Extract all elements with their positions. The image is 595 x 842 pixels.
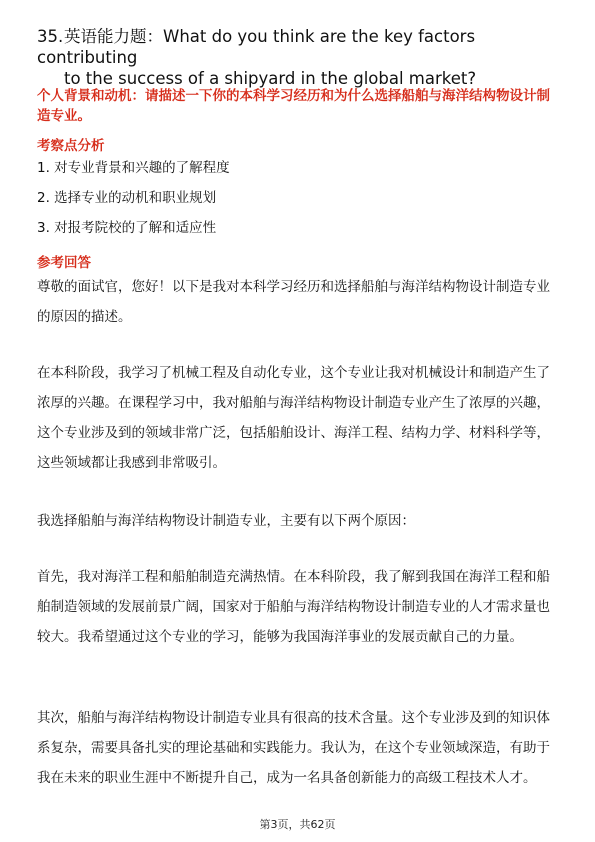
answer-paragraph: 其次，船舶与海洋结构物设计制造专业具有很高的技术含量。这个专业涉及到的知识体系复杂，需要具备扎实的理论基础和实践能力。我认为，在这个专业领域深造，有助于我在未来的职业生涯中不断提升自己，成为一名具备创新能力的高级工程技术人才。 [37,710,550,786]
question-title-line1: 英语能力题：What do you think are the key factors contributing [37,27,476,67]
analysis-heading: 考察点分析 [37,138,105,154]
question-number: 35. [37,27,64,46]
question-title-line2: to the success of a shipyard in the global market? [64,69,477,88]
intro-prompt: 个人背景和动机：请描述一下你的本科学习经历和为什么选择船舶与海洋结构物设计制造专业。 [37,88,550,124]
answer-paragraph: 尊敬的面试官，您好！以下是我对本科学习经历和选择船舶与海洋结构物设计制造专业的原因的描述。 [37,279,550,325]
page-number-footer: 第3页，共62页 [259,818,336,831]
answer-paragraph: 在本科阶段，我学习了机械工程及自动化专业，这个专业让我对机械设计和制造产生了浓厚的兴趣。在课程学习中，我对船舶与海洋结构物设计制造专业产生了浓厚的兴趣，这个专业涉及到的领域非常广泛，包括船舶设计、海洋工程、结构力学、材料科学等，这些领域都让我感到非常吸引。 [37,365,550,471]
analysis-list [37,158,557,248]
question-title [37,26,557,89]
list-item: 3. 对报考院校的了解和适应性 [37,220,217,236]
answer-paragraph: 首先，我对海洋工程和船舶制造充满热情。在本科阶段，我了解到我国在海洋工程和船舶制造领域的发展前景广阔，国家对于船舶与海洋结构物设计制造专业的人才需求量也较大。我希望通过这个专业的学习，能够为我国海洋事业的发展贡献自己的力量。 [37,569,550,645]
list-item: 2. 选择专业的动机和职业规划 [37,190,217,206]
answer-paragraph: 我选择船舶与海洋结构物设计制造专业，主要有以下两个原因： [37,513,415,529]
answer-heading: 参考回答 [37,255,91,271]
list-item: 1. 对专业背景和兴趣的了解程度 [37,160,230,176]
